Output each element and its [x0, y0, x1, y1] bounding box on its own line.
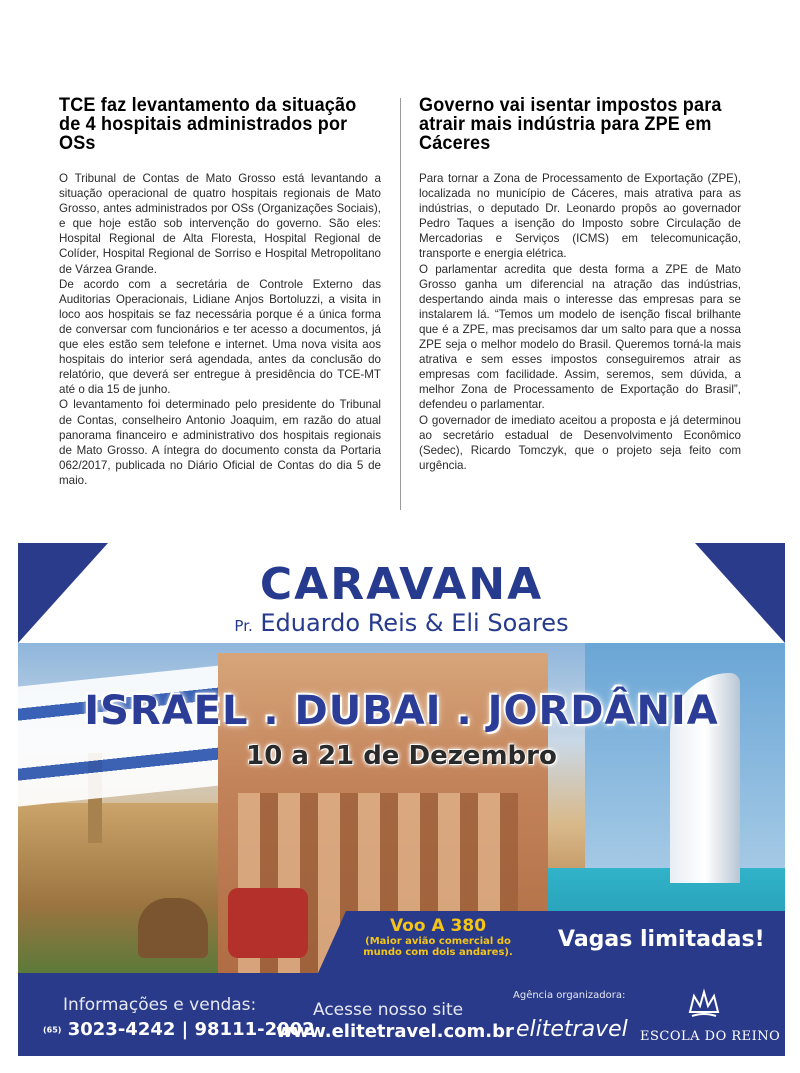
flight-info — [348, 916, 528, 958]
phone-numbers[interactable]: 3023-4242 | 98111-2002 — [67, 1019, 315, 1040]
camel-blanket-image — [228, 888, 308, 958]
article-right — [419, 96, 741, 473]
article-right-headline: Governo vai isentar impostos para atrair mais indústria para ZPE em Cáceres — [419, 94, 722, 154]
camel-image — [138, 898, 208, 958]
article-left-headline: TCE faz levantamento da situação de 4 hospitais administrados por OSs — [59, 94, 357, 154]
ad-title: CARAVANA — [259, 559, 544, 610]
article-right-paragraph: O parlamentar acredita que desta forma a ZPE de Mato Grosso ganha um diferencial na atração das indústrias, despertando ainda mais o interesse das empresas para se instalarem lá. “Temos um modelo de isenção fiscal brilhante que é a ZPE, mas precisamos dar um salto para que a nossa ZPE seja o melhor modelo do Brasil. Queremos torná-la mais atrativa e sem esses impostos conseguiremos atrair as empresas com facilidade. Assim, seremos, sem dúvida, a melhor Zona de Processamento de Exportação do Brasil”, defendeu o parlamentar. — [419, 262, 741, 412]
crown-icon — [686, 986, 722, 1022]
escola-do-reino-logo: ESCOLA DO REINO — [640, 1029, 781, 1044]
site-label: Acesse nosso site — [313, 1000, 464, 1020]
flight-title: Voo A 380 — [389, 916, 487, 936]
ad-subtitle-prefix: Pr. — [234, 617, 253, 635]
article-left — [59, 96, 381, 488]
sales-info-label: Informações e vendas: — [63, 995, 257, 1015]
sales-phones[interactable] — [43, 1019, 315, 1040]
vacancies-label: Vagas limitadas! — [558, 927, 765, 952]
site-url-link[interactable]: www.elitetravel.com.br — [276, 1021, 514, 1042]
agency-label: Agência organizadora: — [513, 990, 626, 1001]
phone-area-code: (65) — [43, 1025, 62, 1035]
article-left-paragraph: O levantamento foi determinado pelo presidente do Tribunal de Contas, conselheiro Antonio Joaquim, em razão do atual panorama financeiro e administrativo dos hospitais regionais de Mato Grosso. A íntegra do documento consta da Portaria 062/2017, publicada no Diário Oficial de Contas do dia 5 de maio. — [59, 398, 381, 487]
travel-advertisement[interactable] — [18, 543, 785, 1056]
ad-subtitle — [18, 609, 785, 637]
flight-note: (Maior avião comercial do mundo com dois andares). — [363, 936, 513, 958]
article-left-paragraph: De acordo com a secretária de Controle Externo das Auditorias Operacionais, Lidiane Anjos Bortoluzzi, a visita in loco aos hospitais se faz necessária porque é a única forma de conversar com funcionários e ter acesso a documentos, já que eles estão sem telefone e internet. Uma nova visita aos hospitais do interior será agendada, antes da conclusão do relatório, que deverá ser entregue à presidência do TCE-MT até o dia 15 de junho. — [59, 277, 381, 397]
article-right-paragraph: Para tornar a Zona de Processamento de Exportação (ZPE), localizada no município de Cáceres, mais atrativa para as indústrias, o deputado Dr. Leonardo propôs ao governador Pedro Taques a isenção do Imposto sobre Circulação de Mercadorias e Serviços (ICMS) em telecomunicação, transporte e energia elétrica. — [419, 172, 741, 261]
ad-dates: 10 a 21 de Dezembro — [246, 741, 557, 771]
ad-destinations: ISRAEL . DUBAI . JORDÂNIA — [84, 688, 719, 734]
article-right-paragraph: O governador de imediato aceitou a proposta e já determinou ao secretário estadual de Desenvolvimento Econômico (Sedec), Ricardo Tomczyk, que o projeto seja feito com urgência. — [419, 413, 741, 472]
ad-subtitle-names: Eduardo Reis & Eli Soares — [260, 609, 569, 637]
article-left-paragraph: O Tribunal de Contas de Mato Grosso está levantando a situação operacional de quatro hospitais regionais de Mato Grosso, antes administrados por OSs (Organizações Sociais), e que hoje estão sob intervenção do governo. São eles: Hospital Regional de Alta Floresta, Hospital Regional de Colíder, Hospital Regional de Sorriso e Hospital Metropolitano de Várzea Grande. — [59, 172, 381, 276]
elitetravel-logo: elitetravel — [516, 1017, 628, 1042]
column-divider — [400, 98, 401, 510]
